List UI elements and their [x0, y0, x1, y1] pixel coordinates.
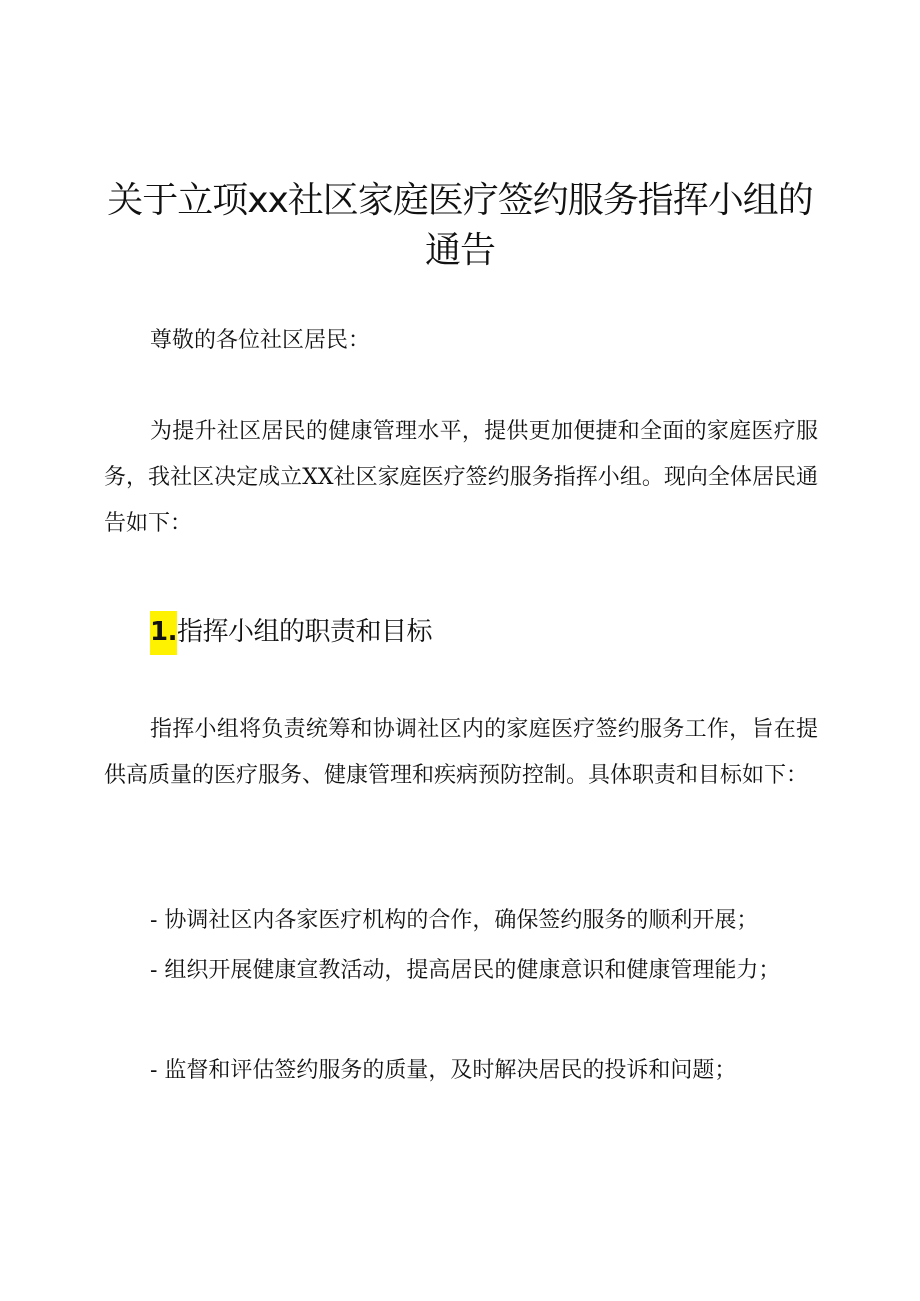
section-heading [150, 608, 432, 656]
section-number: 1. [150, 611, 177, 655]
salutation: 尊敬的各位社区居民： [150, 328, 371, 353]
list-item: - 监督和评估签约服务的质量，及时解决居民的投诉和问题； [150, 1058, 737, 1083]
intro-paragraph: 为提升社区居民的健康管理水平，提供更加便捷和全面的家庭医疗服务，我社区决定成立XX社区家庭医疗签约服务指挥小组。现向全体居民通告如下： [104, 419, 818, 536]
section-body-paragraph: 指挥小组将负责统筹和协调社区内的家庭医疗签约服务工作，旨在提供高质量的医疗服务、健康管理和疾病预防控制。具体职责和目标如下： [104, 717, 818, 788]
document-title: 关于立项xx社区家庭医疗签约服务指挥小组的通告 [107, 180, 813, 271]
list-item: - 组织开展健康宣教活动，提高居民的健康意识和健康管理能力； [150, 958, 781, 983]
list-item: - 协调社区内各家医疗机构的合作，确保签约服务的顺利开展； [150, 908, 759, 933]
section-heading-text: 指挥小组的职责和目标 [176, 617, 432, 647]
